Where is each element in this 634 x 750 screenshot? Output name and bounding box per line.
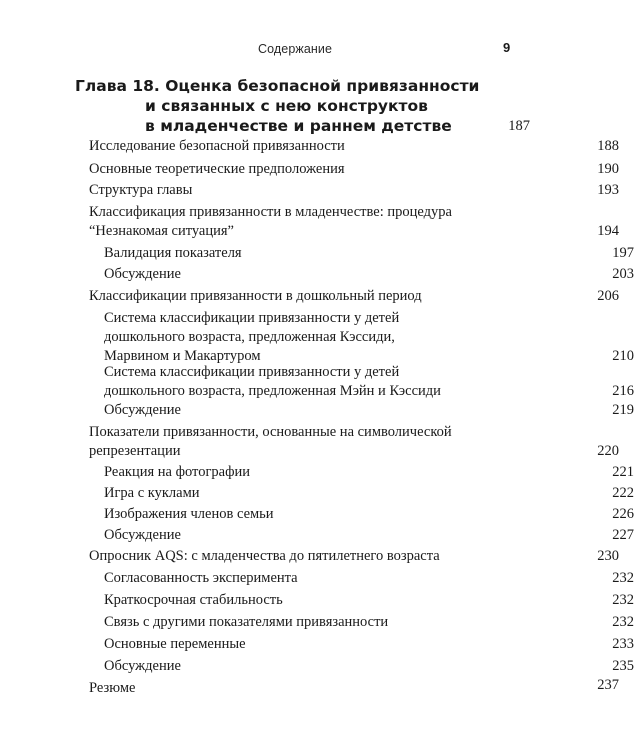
toc-entry: [0, 244, 634, 263]
toc-entry: [0, 265, 634, 284]
toc-entry-title: Обсуждение: [104, 658, 181, 674]
toc-page-number: 216: [612, 383, 634, 399]
toc-page-number: 233: [612, 636, 634, 652]
toc-page-number: 197: [612, 245, 634, 261]
toc-entry: [0, 137, 619, 156]
toc-entry: [0, 363, 634, 401]
toc-page-number: 193: [597, 182, 619, 198]
running-head: Содержание: [258, 42, 333, 56]
toc-page-number: 230: [597, 548, 619, 564]
toc-page-number: 222: [612, 485, 634, 501]
toc-page-number: 235: [612, 658, 634, 674]
toc-entry: [0, 484, 634, 503]
toc-entry-title: Реакция на фотографии: [104, 464, 250, 480]
toc-entry-title: Обсуждение: [104, 527, 181, 543]
toc-entry: [0, 635, 634, 654]
toc-entry: [0, 160, 619, 179]
toc-entry: [0, 203, 619, 241]
toc-entry-title: Показатели привязанности, основанные на символической: [89, 424, 452, 440]
toc-entry-title: Система классификации привязанности у детей: [104, 310, 400, 326]
toc-entry-title: репрезентации: [89, 443, 181, 459]
chapter-title-line: в младенчестве и раннем детстве: [145, 117, 452, 135]
toc-entry-title: Исследование безопасной привязанности: [89, 138, 345, 154]
toc-entry-title: Опросник AQS: с младенчества до пятилетнего возраста: [89, 548, 440, 564]
toc-entry-title: Связь с другими показателями привязанности: [104, 614, 389, 630]
toc-entry: [0, 181, 619, 200]
toc-entry: [0, 657, 634, 676]
toc-entry-title: Обсуждение: [104, 402, 181, 418]
toc-entry-title: Структура главы: [89, 182, 193, 198]
toc-entry-title: Обсуждение: [104, 266, 181, 282]
toc-page-number: 232: [612, 592, 634, 608]
toc-entry-title: “Незнакомая ситуация”: [89, 223, 234, 239]
toc-entry-title: Марвином и Макартуром: [104, 348, 261, 364]
toc-entry-title: дошкольного возраста, предложенная Мэйн и Кэссиди: [104, 383, 441, 399]
chapter-title-line: Глава 18. Оценка безопасной привязанности: [75, 77, 480, 95]
toc-entry-title: Согласованность эксперимента: [104, 570, 298, 586]
toc-entry: [0, 401, 634, 420]
toc-page-number: 221: [612, 464, 634, 480]
toc-entry-title: Игра с куклами: [104, 485, 200, 501]
toc-entry: [0, 526, 634, 545]
toc-entry-title: дошкольного возраста, предложенная Кэссиди,: [104, 329, 395, 345]
toc-page-number: 227: [612, 527, 634, 543]
toc-entry-title: Система классификации привязанности у детей: [104, 364, 400, 380]
toc-entry-title: Классификация привязанности в младенчестве: процедура: [89, 204, 452, 220]
toc-entry: [0, 309, 634, 366]
toc-entry-title: Валидация показателя: [104, 245, 242, 261]
toc-entry: [0, 463, 634, 482]
toc-page-number: 237: [597, 677, 619, 693]
toc-page-number: 232: [612, 614, 634, 630]
toc-entry: [0, 679, 619, 698]
chapter-heading: [75, 76, 530, 136]
toc-page-number: 220: [597, 443, 619, 459]
toc-page-number: 226: [612, 506, 634, 522]
toc-entry-title: Резюме: [89, 680, 136, 696]
toc-entry: [0, 591, 634, 610]
chapter-title-line: и связанных с нею конструктов: [145, 97, 428, 115]
toc-entry-title: Краткосрочная стабильность: [104, 592, 283, 608]
toc-entry: [0, 423, 619, 461]
toc-page-number: 232: [612, 570, 634, 586]
toc-entry: [0, 569, 634, 588]
toc-entry-title: Изображения членов семьи: [104, 506, 274, 522]
toc-entry: [0, 547, 619, 566]
toc-entry: [0, 287, 619, 306]
toc-entry: [0, 613, 634, 632]
page-number: 9: [503, 40, 511, 55]
toc-entry-title: Основные переменные: [104, 636, 246, 652]
toc-page-number: 219: [612, 402, 634, 418]
toc-page-number: 206: [597, 288, 619, 304]
toc-page-number: 210: [612, 348, 634, 364]
toc-entry-title: Классификации привязанности в дошкольный период: [89, 288, 422, 304]
toc-page-number: 194: [597, 223, 619, 239]
chapter-page-number: 187: [508, 118, 530, 134]
toc-entry: [0, 505, 634, 524]
toc-page-number: 203: [612, 266, 634, 282]
toc-entry-title: Основные теоретические предположения: [89, 161, 345, 177]
toc-page-number: 188: [597, 138, 619, 154]
toc-page-number: 190: [597, 161, 619, 177]
